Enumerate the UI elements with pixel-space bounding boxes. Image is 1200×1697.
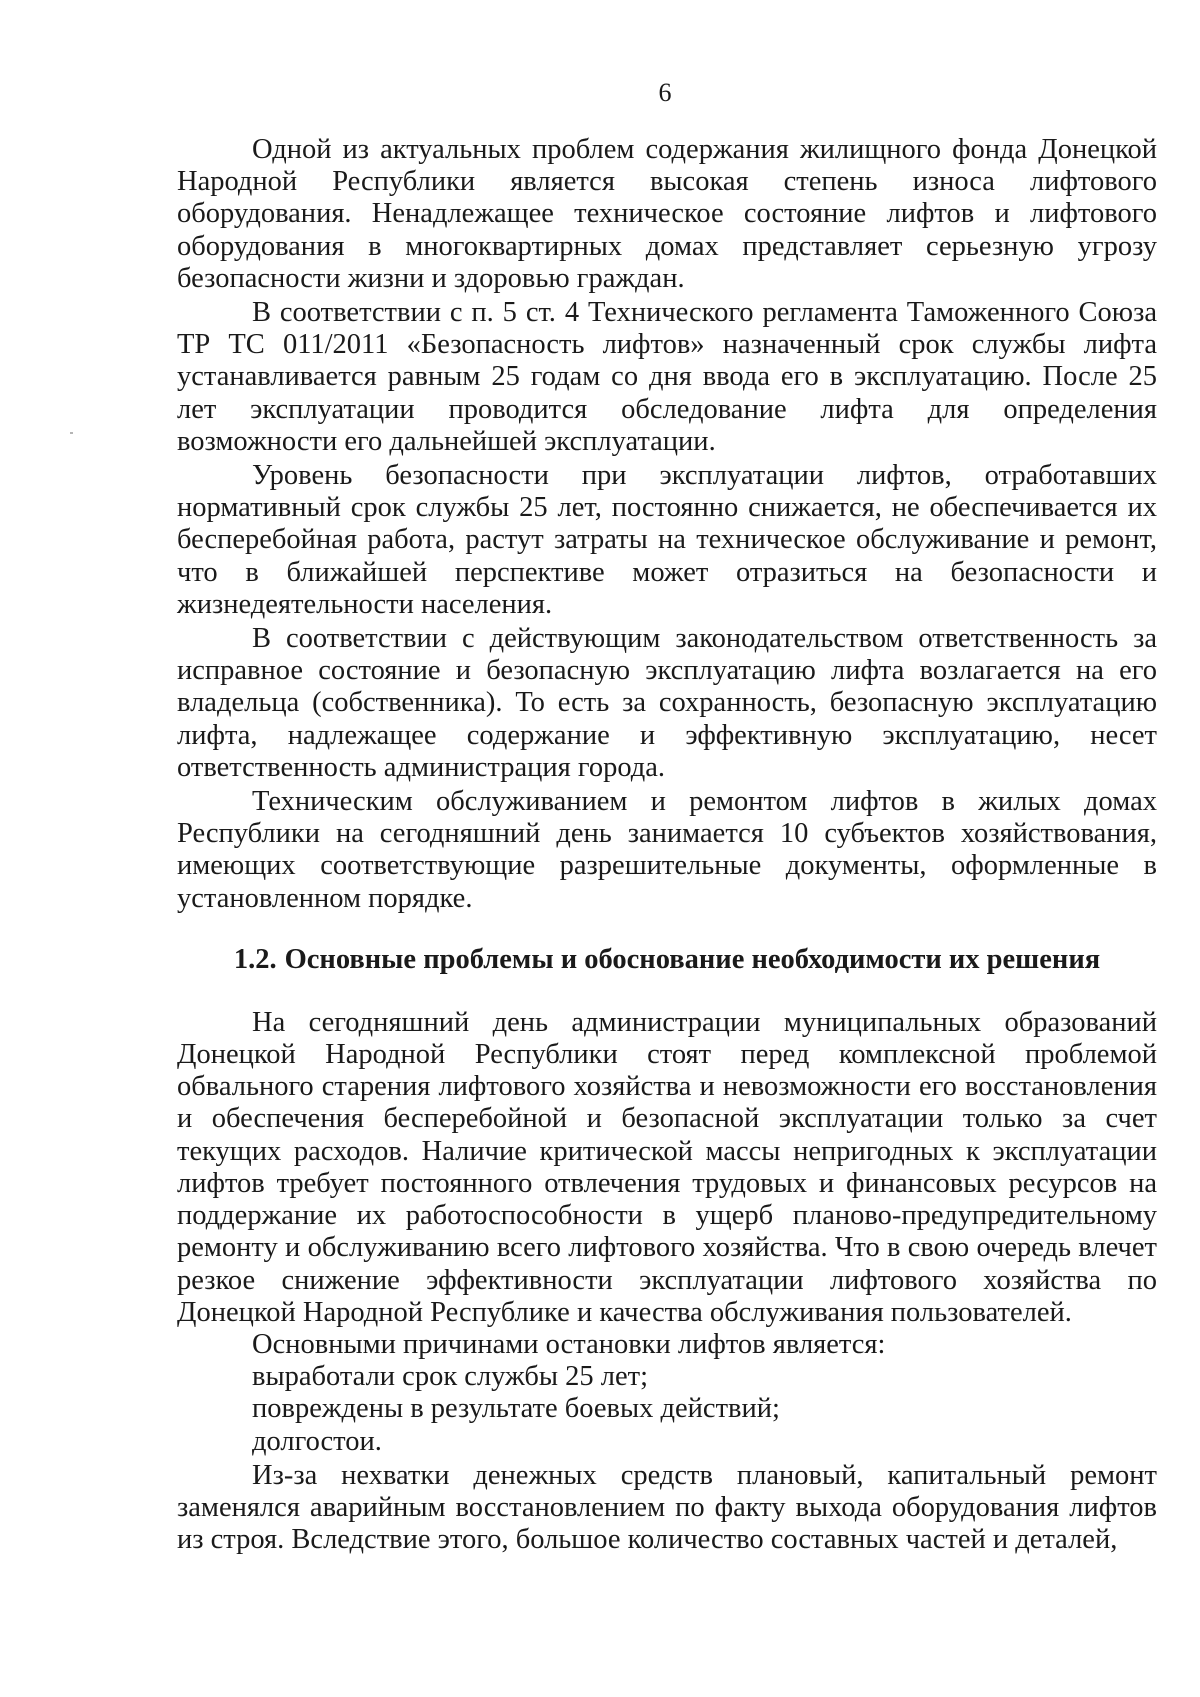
scan-mark [70,432,73,434]
list-item: повреждены в результате боевых действий; [252,1393,780,1425]
section-heading [177,943,1157,977]
section-title: Основные проблемы и обоснование необходимости их решения [284,943,1101,975]
paragraph-service-life-regulation: В соответствии с п. 5 ст. 4 Технического регламента Таможенного Союза ТР ТС 011/2011 «Безопасность лифтов» назначенный срок службы лифта устанавливается равным 25 годам со дня ввода его в эксплуатацию. После 25 лет эксплуатации проводится обследование лифта для определения возможности его дальнейшей эксплуатации. [177,297,1157,457]
page-number: 6 [658,78,672,107]
paragraph-funding-shortage: Из-за нехватки денежных средств плановый, капитальный ремонт заменялся аварийным восстановлением по факту выхода оборудования лифтов из строя. Вследствие этого, большое количество составных частей и деталей, [177,1459,1157,1556]
paragraph-safety-level: Уровень безопасности при эксплуатации лифтов, отработавших нормативный срок службы 25 лет, постоянно снижается, не обеспечивается их бесперебойная работа, растут затраты на техническое обслуживание и ремонт, что в ближайшей перспективе может отразиться на безопасности и жизнедеятельности населения. [177,460,1157,620]
section-number: 1.2. [233,943,277,975]
document-body [177,134,1157,1556]
paragraph-main-problem: На сегодняшний день администрации муниципальных образований Донецкой Народной Республики стоят перед комплексной проблемой обвального старения лифтового хозяйства и невозможности его восстановления и обеспечения бесперебойной и безопасной эксплуатации только за счет текущих расходов. Наличие критической массы непригодных к эксплуатации лифтов требует постоянного отвлечения трудовых и финансовых ресурсов на поддержание их работоспособности в ущерб планово-предупредительному ремонту и обслуживанию всего лифтового хозяйства. Что в свою очередь влечет резкое снижение эффективности эксплуатации лифтового хозяйства по Донецкой Народной Республике и качества обслуживания пользователей. [177,1006,1157,1328]
paragraph-lift-wear-problem: Одной из актуальных проблем содержания жилищного фонда Донецкой Народной Республики является высокая степень износа лифтового оборудования. Ненадлежащее техническое состояние лифтов и лифтового оборудования в многоквартирных домах представляет серьезную угрозу безопасности жизни и здоровью граждан. [177,134,1157,294]
reasons-intro: Основными причинами остановки лифтов является: [252,1328,886,1360]
list-item: долгостои. [252,1425,382,1457]
paragraph-owner-responsibility: В соответствии с действующим законодательством ответственность за исправное состояние и безопасную эксплуатацию лифта возлагается на его владельца (собственника). То есть за сохранность, безопасную эксплуатацию лифта, надлежащее содержание и эффективную эксплуатацию, несет ответственность администрация города. [177,623,1157,783]
list-item: выработали срок службы 25 лет; [252,1361,649,1393]
paragraph-maintenance-entities: Техническим обслуживанием и ремонтом лифтов в жилых домах Республики на сегодняшний день занимается 10 субъектов хозяйствования, имеющих соответствующие разрешительные документы, оформленные в установленном порядке. [177,786,1157,914]
